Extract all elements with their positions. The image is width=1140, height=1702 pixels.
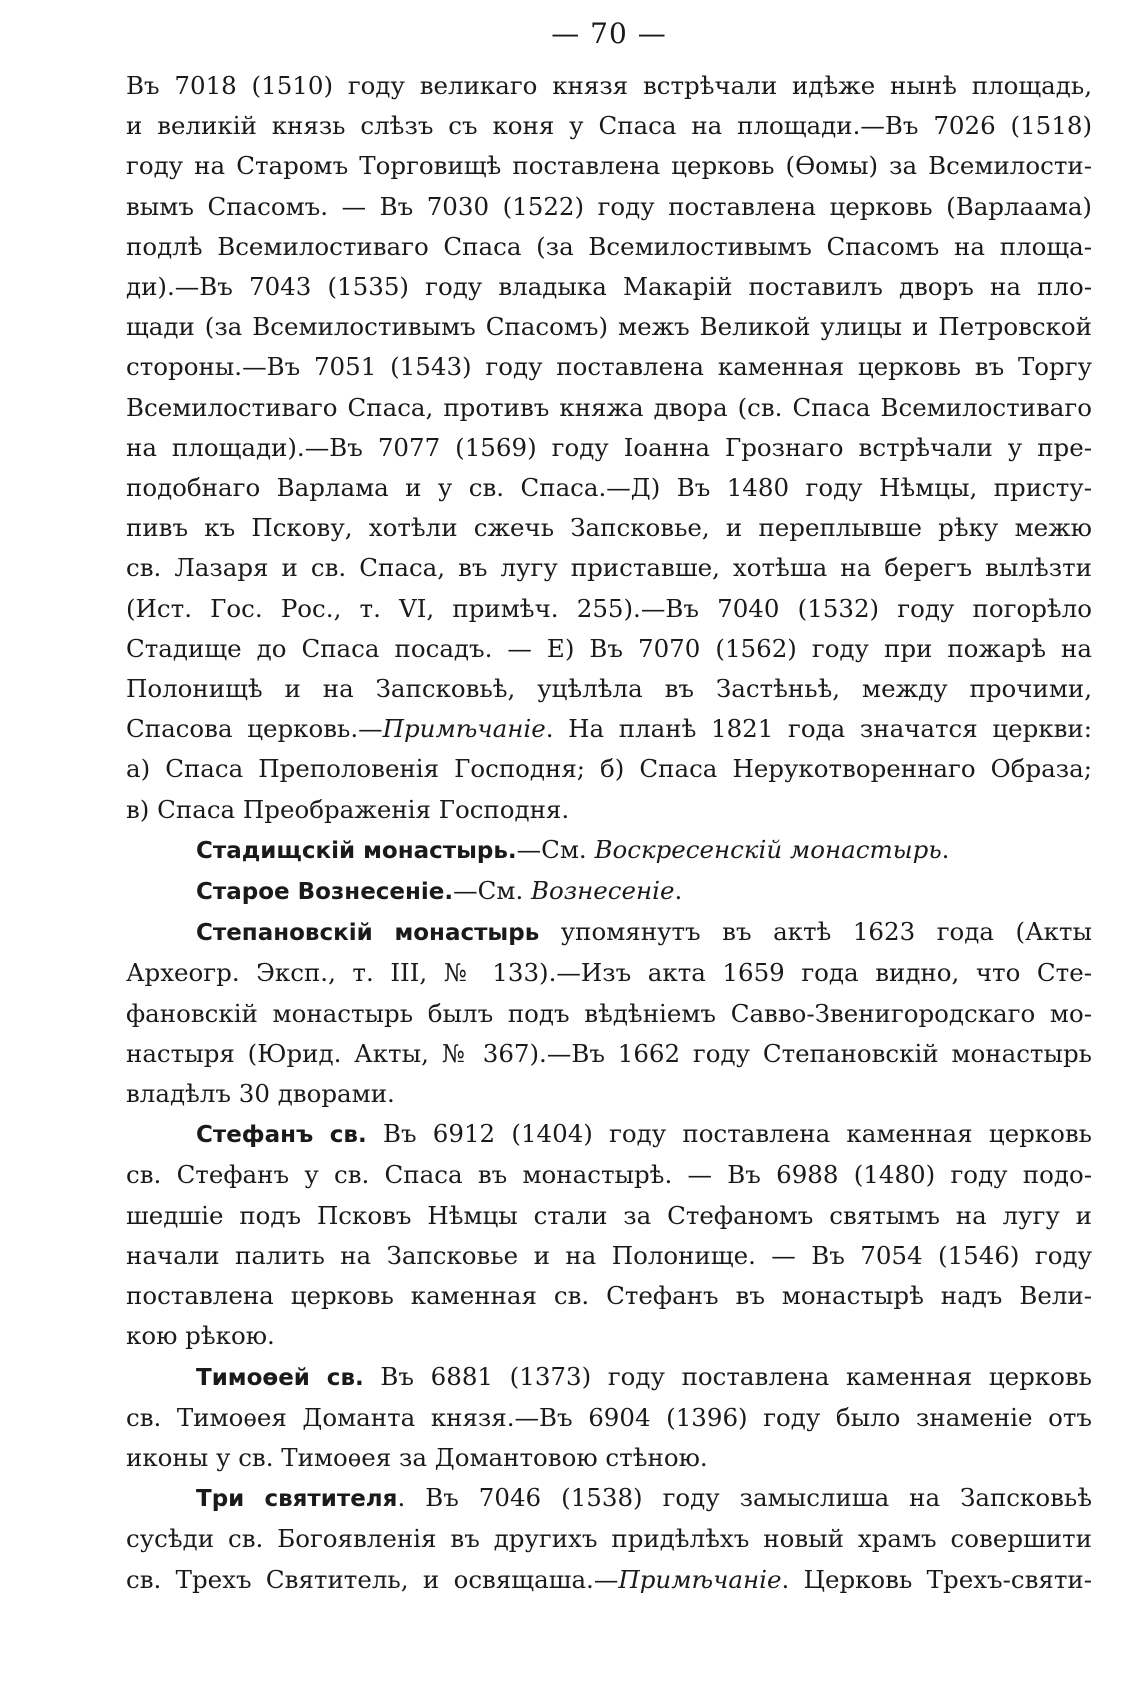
text-line: ди).—Въ 7043 (1535) году владыка Макарій поставилъ дворъ на пло- bbox=[126, 272, 1092, 302]
text-line: Тимоѳей св. Въ 6881 (1373) году поставлена каменная церковь bbox=[196, 1361, 1092, 1391]
text-line: св. Тимоѳея Доманта князя.—Въ 6904 (1396) году было знаменіе отъ bbox=[126, 1402, 1092, 1432]
text-line: подлѣ Всемилостиваго Спаса (за Всемилостивымъ Спасомъ на площа- bbox=[126, 231, 1092, 261]
text-line: Полонищѣ и на Запсковьѣ, уцѣлѣла въ Застѣньѣ, между прочими, bbox=[126, 674, 1092, 704]
entry-term: Три святителя bbox=[196, 1486, 398, 1513]
text-line: а) Спаса Преполовенія Господня; б) Спаса Нерукотвореннаго Образа; bbox=[126, 754, 1092, 784]
text-line: на площади).—Въ 7077 (1569) году Іоанна Грознаго встрѣчали у пре- bbox=[126, 432, 1092, 462]
text-line: Въ 7018 (1510) году великаго князя встрѣчали идѣже нынѣ площадь, bbox=[126, 71, 1092, 100]
text-line: пивъ къ Пскову, хотѣли сжечь Запсковье, и переплывше рѣку межю bbox=[126, 513, 1092, 543]
text-line: фановскій монастырь былъ подъ вѣдѣніемъ Савво-Звенигородскаго мо- bbox=[126, 998, 1092, 1028]
text-line: владѣлъ 30 дворами. bbox=[126, 1079, 395, 1109]
entry-staroe-voznesenie bbox=[126, 871, 1092, 912]
text-line: св. Лазаря и св. Спаса, въ лугу приставше, хотѣша на берегъ вылѣзти bbox=[126, 553, 1092, 583]
cross-reference: Вознесеніе bbox=[531, 876, 675, 906]
text-line: настыря (Юрид. Акты, № 367).—Въ 1662 году Степановскій монастырь bbox=[126, 1038, 1092, 1068]
text-line: Три святителя. Въ 7046 (1538) году замыслиша на Запсковьѣ bbox=[196, 1483, 1092, 1513]
text-line: шедшіе подъ Псковъ Нѣмцы стали за Стефаномъ святымъ на лугу и bbox=[126, 1200, 1092, 1230]
entry-tri-svyatitelya bbox=[126, 1478, 1092, 1600]
text-line: (Ист. Гос. Рос., т. VI, примѣч. 255).—Въ 7040 (1532) году погорѣло bbox=[126, 593, 1092, 623]
cross-reference: Воскресенскій монастырь bbox=[594, 834, 942, 864]
page-number: — 70 — bbox=[551, 17, 667, 50]
text-line: стороны.—Въ 7051 (1543) году поставлена каменная церковь въ Торгу bbox=[126, 352, 1092, 382]
book-page bbox=[126, 14, 1092, 1600]
entry-term: Степановскій монастырь bbox=[196, 920, 540, 947]
text-line: св. Трехъ Святитель, и освящаша.—Примѣчаніе. Церковь Трехъ-святи- bbox=[126, 1564, 1093, 1594]
text-line: подобнаго Варлама и у св. Спаса.—Д) Въ 1480 году Нѣмцы, присту- bbox=[126, 473, 1092, 503]
note-label: Примѣчаніе bbox=[618, 1564, 782, 1594]
text-line: Стадище до Спаса посадъ. — Е) Въ 7070 (1562) году при пожарѣ на bbox=[126, 633, 1092, 663]
text-line: в) Спаса Преображенія Господня. bbox=[126, 794, 570, 824]
text-line: сусѣди св. Богоявленія въ другихъ придѣлѣхъ новый храмъ совершити bbox=[126, 1524, 1092, 1554]
text-line: поставлена церковь каменная св. Стефанъ въ монастырѣ надъ Вели- bbox=[126, 1281, 1092, 1311]
text-line: и великій князь слѣзъ съ коня у Спаса на площади.—Въ 7026 (1518) bbox=[126, 111, 1092, 141]
text-line: году на Старомъ Торговищѣ поставлена церковь (Ѳомы) за Всемилости- bbox=[126, 151, 1092, 181]
text-line: начали палить на Запсковье и на Полонище. — Въ 7054 (1546) году bbox=[126, 1240, 1092, 1270]
text-line: Всемилостиваго Спаса, противъ княжа двора (св. Спаса Всемилостиваго bbox=[126, 392, 1092, 422]
text-line: Стефанъ св. Въ 6912 (1404) году поставлена каменная церковь bbox=[196, 1119, 1092, 1149]
text-line: Степановскій монастырь упомянутъ въ актѣ 1623 года (Акты bbox=[196, 917, 1092, 947]
text-line: св. Стефанъ у св. Спаса въ монастырѣ. — Въ 6988 (1480) году подо- bbox=[126, 1160, 1092, 1190]
text-line: Спасова церковь.—Примѣчаніе. На планѣ 1821 года значатся церкви: bbox=[126, 714, 1093, 744]
entry-term: Стефанъ св. bbox=[196, 1122, 367, 1149]
entry-timofei bbox=[126, 1357, 1092, 1479]
note-label: Примѣчаніе bbox=[382, 714, 546, 744]
text-line: щади (за Всемилостивымъ Спасомъ) межъ Великой улицы и Петровской bbox=[126, 312, 1092, 342]
entry-term: Старое Вознесеніе. bbox=[196, 879, 454, 906]
text-line: иконы у св. Тимоѳея за Домантовою стѣною. bbox=[126, 1442, 708, 1472]
text-line: вымъ Спасомъ. — Въ 7030 (1522) году поставлена церковь (Варлаама) bbox=[126, 191, 1092, 221]
text-line: кою рѣкою. bbox=[126, 1321, 275, 1351]
text-line: Старое Вознесеніе.—См. Вознесеніе. bbox=[196, 876, 683, 906]
text-line: Стадищскій монастырь.—См. Воскресенскій монастырь. bbox=[196, 834, 950, 864]
text-line: Археогр. Эксп., т. III, № 133).—Изъ акта 1659 года видно, что Сте- bbox=[126, 958, 1092, 988]
continued-entry-text bbox=[126, 66, 1092, 830]
entry-stepanovsky-monastery bbox=[126, 912, 1092, 1114]
entry-stefan bbox=[126, 1114, 1092, 1356]
entry-term: Тимоѳей св. bbox=[196, 1364, 364, 1391]
entry-stadishchsky-monastery bbox=[126, 830, 1092, 871]
entry-term: Стадищскій монастырь. bbox=[196, 837, 517, 864]
